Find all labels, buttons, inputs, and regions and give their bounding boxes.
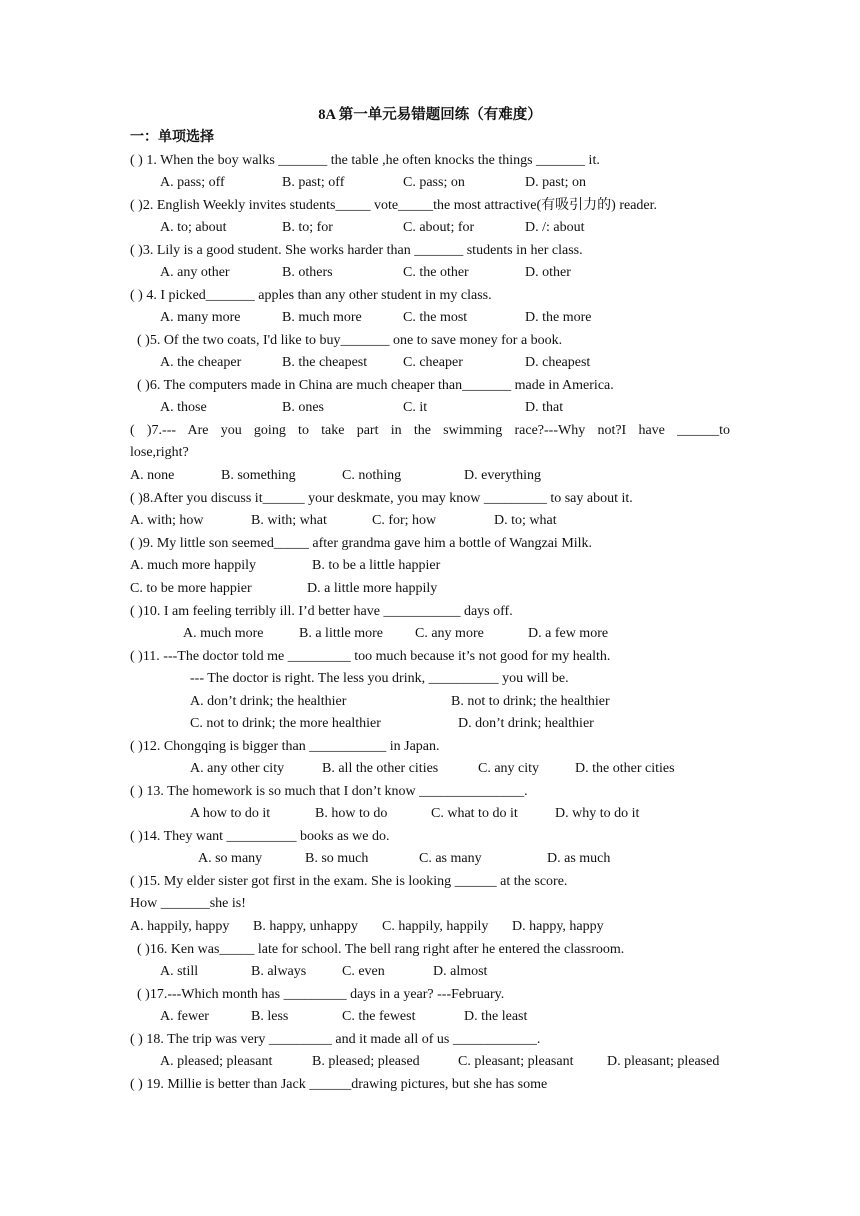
question-13-option-a: A how to do it	[190, 806, 271, 821]
question-16-option-c: C. even	[342, 964, 385, 979]
question-15-stem-line-2: How _______she is!	[130, 896, 246, 911]
question-18-option-c: C. pleasant; pleasant	[458, 1054, 574, 1069]
question-2-option-b: B. to; for	[282, 220, 333, 235]
question-12-option-c: C. any city	[478, 761, 540, 776]
question-7-option-d: D. everything	[464, 468, 541, 483]
question-12-stem: ( )12. Chongqing is bigger than ___________ in Japan.	[130, 739, 440, 754]
question-8-option-a: A. with; how	[130, 513, 204, 528]
question-7-option-b: B. something	[221, 468, 296, 483]
question-11-stem-line-1: ( )11. ---The doctor told me _________ too much because it’s not good for my health.	[130, 649, 611, 664]
question-14-option-a: A. so many	[198, 851, 263, 866]
question-10-option-b: B. a little more	[299, 626, 383, 641]
question-17-stem: ( )17.---Which month has _________ days in a year? ---February.	[137, 987, 505, 1002]
question-4-option-b: B. much more	[282, 310, 362, 325]
question-3-option-c: C. the other	[403, 265, 469, 280]
question-6-option-d: D. that	[525, 400, 564, 415]
question-13-option-b: B. how to do	[315, 806, 388, 821]
question-9-option-a: A. much more happily	[130, 558, 256, 573]
question-13-option-c: C. what to do it	[431, 806, 518, 821]
question-10-stem: ( )10. I am feeling terribly ill. I’d better have ___________ days off.	[130, 604, 513, 619]
question-8-option-d: D. to; what	[494, 513, 557, 528]
question-9-option-d: D. a little more happily	[307, 581, 438, 596]
question-14-option-b: B. so much	[305, 851, 369, 866]
question-14-stem: ( )14. They want __________ books as we do.	[130, 829, 390, 844]
question-16-option-a: A. still	[160, 964, 199, 979]
question-5-option-a: A. the cheaper	[160, 355, 242, 370]
question-17-option-b: B. less	[251, 1009, 289, 1024]
question-12-option-a: A. any other city	[190, 761, 285, 776]
question-3-option-d: D. other	[525, 265, 571, 280]
question-1-option-b: B. past; off	[282, 175, 345, 190]
question-8-option-b: B. with; what	[251, 513, 327, 528]
question-3-stem: ( )3. Lily is a good student. She works harder than _______ students in her class.	[130, 243, 583, 258]
question-13-stem: ( ) 13. The homework is so much that I don’t know _______________.	[130, 784, 528, 799]
question-12-option-b: B. all the other cities	[322, 761, 439, 776]
question-7-stem-line-2: lose,right?	[130, 445, 189, 460]
question-11-option-d: D. don’t drink; healthier	[458, 716, 594, 731]
question-14-option-d: D. as much	[547, 851, 611, 866]
question-19-stem: ( ) 19. Millie is better than Jack ______drawing pictures, but she has some	[130, 1077, 548, 1092]
question-2-option-d: D. /: about	[525, 220, 585, 235]
question-2-option-a: A. to; about	[160, 220, 227, 235]
question-11-option-b: B. not to drink; the healthier	[451, 694, 610, 709]
question-4-stem: ( ) 4. I picked_______ apples than any other student in my class.	[130, 288, 492, 303]
question-4-option-a: A. many more	[160, 310, 241, 325]
question-18-stem: ( ) 18. The trip was very _________ and it made all of us ____________.	[130, 1032, 541, 1047]
question-7-option-c: C. nothing	[342, 468, 402, 483]
question-15-stem-line-1: ( )15. My elder sister got first in the exam. She is looking ______ at the score.	[130, 874, 568, 889]
question-14-option-c: C. as many	[419, 851, 482, 866]
question-1-option-d: D. past; on	[525, 175, 587, 190]
question-6-stem: ( )6. The computers made in China are much cheaper than_______ made in America.	[137, 378, 614, 393]
question-9-option-c: C. to be more happier	[130, 581, 252, 596]
question-15-option-b: B. happy, unhappy	[253, 919, 358, 934]
question-11-stem-line-2: --- The doctor is right. The less you drink, __________ you will be.	[190, 671, 569, 686]
question-18-option-b: B. pleased; pleased	[312, 1054, 420, 1069]
question-9-option-b: B. to be a little happier	[312, 558, 441, 573]
question-17-option-a: A. fewer	[160, 1009, 209, 1024]
question-5-option-c: C. cheaper	[403, 355, 463, 370]
question-15-option-d: D. happy, happy	[512, 919, 604, 934]
question-15-option-a: A. happily, happy	[130, 919, 230, 934]
question-1-option-c: C. pass; on	[403, 175, 465, 190]
question-18-option-a: A. pleased; pleasant	[160, 1054, 273, 1069]
question-17-option-c: C. the fewest	[342, 1009, 416, 1024]
question-10-option-c: C. any more	[415, 626, 484, 641]
question-9-stem: ( )9. My little son seemed_____ after grandma gave him a bottle of Wangzai Milk.	[130, 536, 593, 551]
question-6-option-c: C. it	[403, 400, 428, 415]
question-6-option-a: A. those	[160, 400, 207, 415]
question-4-option-c: C. the most	[403, 310, 468, 325]
question-15-option-c: C. happily, happily	[382, 919, 489, 934]
question-5-option-b: B. the cheapest	[282, 355, 368, 370]
question-5-option-d: D. cheapest	[525, 355, 591, 370]
question-13-option-d: D. why to do it	[555, 806, 640, 821]
question-2-option-c: C. about; for	[403, 220, 475, 235]
question-10-option-a: A. much more	[183, 626, 264, 641]
question-4-option-d: D. the more	[525, 310, 592, 325]
question-3-option-a: A. any other	[160, 265, 230, 280]
document-title: 8A 第一单元易错题回练（有难度）	[318, 107, 542, 123]
question-11-option-a: A. don’t drink; the healthier	[190, 694, 347, 709]
question-17-option-d: D. the least	[464, 1009, 528, 1024]
question-7-option-a: A. none	[130, 468, 175, 483]
question-2-stem: ( )2. English Weekly invites students_____ vote_____the most attractive(有吸引力的) reader.	[130, 198, 658, 213]
question-6-option-b: B. ones	[282, 400, 324, 415]
question-1-stem: ( ) 1. When the boy walks _______ the table ,he often knocks the things _______ it.	[130, 153, 600, 168]
question-16-option-d: D. almost	[433, 964, 488, 979]
section-heading: 一：单项选择	[130, 130, 214, 145]
question-18-option-d: D. pleasant; pleased	[607, 1054, 720, 1069]
question-5-stem: ( )5. Of the two coats, I'd like to buy_______ one to save money for a book.	[137, 333, 563, 348]
question-12-option-d: D. the other cities	[575, 761, 675, 776]
question-16-stem: ( )16. Ken was_____ late for school. The bell rang right after he entered the classroom.	[137, 942, 625, 957]
question-3-option-b: B. others	[282, 265, 333, 280]
question-16-option-b: B. always	[251, 964, 307, 979]
question-1-option-a: A. pass; off	[160, 175, 225, 190]
question-8-stem: ( )8.After you discuss it______ your deskmate, you may know _________ to say about it.	[130, 491, 633, 506]
question-8-option-c: C. for; how	[372, 513, 437, 528]
question-7-stem-line-1: ( )7.--- Are you going to take part in the swimming race?---Why not?I have ______to	[130, 423, 730, 438]
question-11-option-c: C. not to drink; the more healthier	[190, 716, 381, 731]
question-10-option-d: D. a few more	[528, 626, 609, 641]
